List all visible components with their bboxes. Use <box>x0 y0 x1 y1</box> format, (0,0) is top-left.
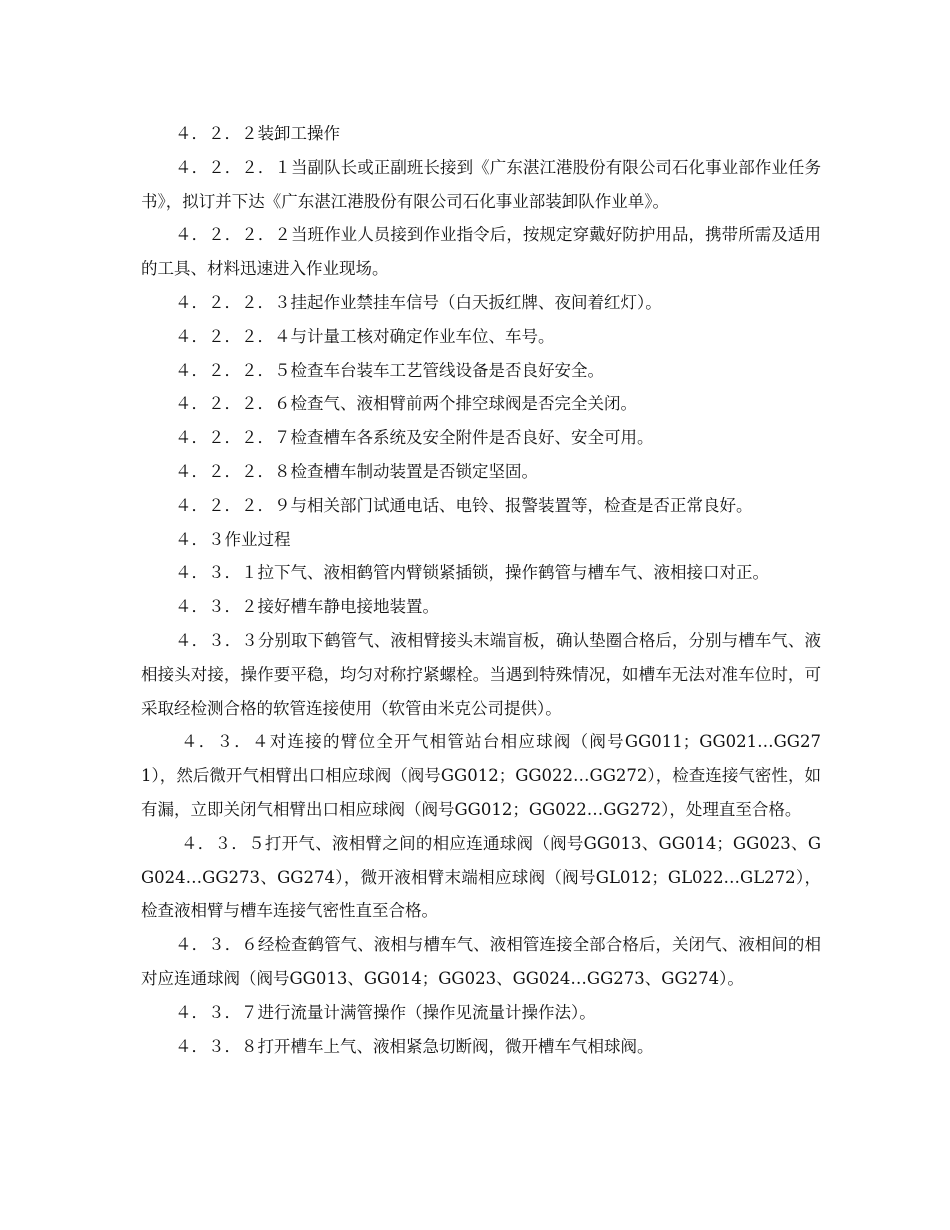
paragraph-4-2-2-7: ４．２．２．７检查槽车各系统及安全附件是否良好、安全可用。 <box>175 428 654 448</box>
section-heading-4-3: ４．３作业过程 <box>175 529 291 549</box>
paragraph-4-3-7: ４．３．７进行流量计满管操作（操作见流量计操作法）。 <box>175 1002 596 1022</box>
paragraph-4-3-1: ４．３．１拉下气、液相鹤管内臂锁紧插锁，操作鹤管与槽车气、液相接口对正。 <box>175 563 769 583</box>
paragraph-4-2-2-6: ４．２．２．６检查气、液相臂前两个排空球阀是否完全关闭。 <box>175 394 637 414</box>
paragraph-4-2-2-5: ４．２．２．５检查车台装车工艺管线设备是否良好安全。 <box>175 360 604 380</box>
paragraph-4-3-3: ４．３．３分别取下鹤管气、液相臂接头末端盲板，确认垫圈合格后，分别与槽车气、液相接头对接，操作要平稳，均匀对称拧紧螺栓。当遇到特殊情况，如槽车无法对准车位时，可采取经检测合格的软管连接使用（软管由米克公司提供）。 <box>141 630 821 718</box>
paragraph-4-2-2-8: ４．２．２．８检查槽车制动装置是否锁定坚固。 <box>175 461 538 481</box>
document-body <box>141 117 821 1063</box>
paragraph-4-2-2-9: ４．２．２．９与相关部门试通电话、电铃、报警装置等，检查是否正常良好。 <box>175 495 753 515</box>
section-heading-4-2-2: ４．２．２装卸工操作 <box>175 124 340 143</box>
paragraph-4-2-2-1: ４．２．２．１当副队长或正副班长接到《广东湛江港股份有限公司石化事业部作业任务书》，拟订并下达《广东湛江港股份有限公司石化事业部装卸队作业单》。 <box>141 157 821 211</box>
paragraph-4-2-2-2: ４．２．２．２当班作业人员接到作业指令后，按规定穿戴好防护用品，携带所需及适用的工具、材料迅速进入作业现场。 <box>141 225 821 279</box>
paragraph-4-3-2: ４．３．２接好槽车静电接地装置。 <box>175 597 439 617</box>
paragraph-4-3-6: ４．３．６经检查鹤管气、液相与槽车气、液相管连接全部合格后，关闭气、液相间的相对应连通球阀（阀号GG013、GG014；GG023、GG024…GG273、GG274）。 <box>141 935 821 988</box>
paragraph-4-2-2-4: ４．２．２．４与计量工核对确定作业车位、车号。 <box>175 326 555 346</box>
paragraph-4-3-4: ４．３．４对连接的臂位全开气相管站台相应球阀（阀号GG011；GG021…GG271），然后微开气相臂出口相应球阀（阀号GG012；GG022…GG272），检查连接气密性，如有漏，立即关闭气相臂出口相应球阀（阀号GG012；GG022…GG272），处理直至合格。 <box>141 732 821 819</box>
paragraph-4-2-2-3: ４．２．２．３挂起作业禁挂车信号（白天扳红牌、夜间着红灯）。 <box>175 292 662 312</box>
paragraph-4-3-8: ４．３．８打开槽车上气、液相紧急切断阀，微开槽车气相球阀。 <box>175 1036 654 1056</box>
paragraph-4-3-5: ４．３．５打开气、液相臂之间的相应连通球阀（阀号GG013、GG014；GG023、GG024…GG273、GG274），微开液相臂末端相应球阀（阀号GL012；GL022…GL272），检查液相臂与槽车连接气密性直至合格。 <box>141 833 821 921</box>
